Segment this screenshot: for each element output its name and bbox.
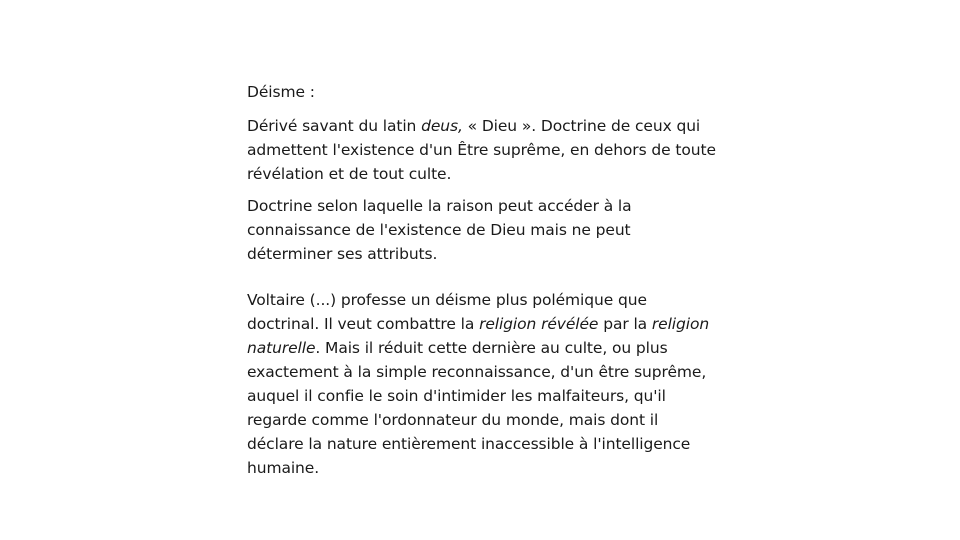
slide-title: Déisme :	[247, 83, 315, 101]
quote-text-1: Voltaire (...) professe un déisme plus polémique que doctrinal. Il veut combattre la	[247, 291, 647, 333]
definition-paragraph-2: Doctrine selon laquelle la raison peut accéder à la connaissance de l'existence de Dieu mais ne peut déterminer ses attributs.	[247, 197, 632, 263]
definition-italic-word: deus,	[421, 117, 463, 135]
quote-text-3: . Mais il réduit cette dernière au culte, ou plus exactement à la simple reconnaissance, d'un être suprême, auquel il confie le soin d'intimider les malfaiteurs, qu'il regarde comme l'ordonnateur du monde, mais dont il déclare la nature entièrement inaccessible à l'intelligence humaine.	[247, 339, 707, 477]
quote-italic-2: religion naturelle	[247, 315, 710, 357]
quote-italic-1: religion révélée	[479, 315, 599, 333]
definition-text-start: Dérivé savant du latin	[247, 117, 422, 135]
text-box	[247, 80, 717, 480]
quote-text-2: par la	[598, 315, 652, 333]
definition-paragraph	[247, 114, 717, 186]
definition-text-end: « Dieu ». Doctrine de ceux qui admettent l'existence d'un Être suprême, en dehors de toute révélation et de tout culte.	[247, 117, 716, 183]
quote-paragraph	[247, 288, 717, 480]
